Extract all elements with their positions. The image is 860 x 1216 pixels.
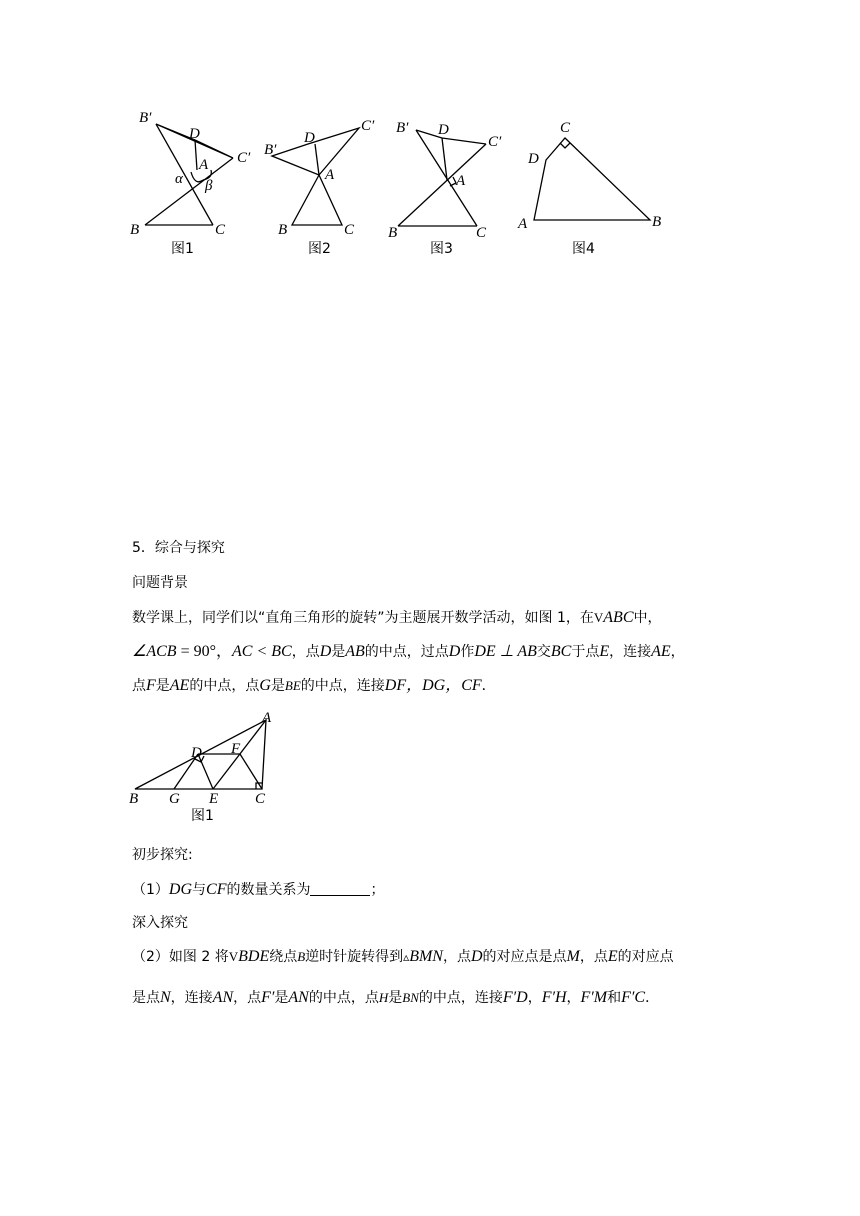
figure-4 — [510, 100, 680, 260]
label-bprime: B′ — [264, 142, 277, 158]
figure-problem5 — [125, 708, 285, 828]
initial-heading: 初步探究: — [132, 847, 193, 863]
label-e: E — [209, 791, 219, 807]
label-d: D — [438, 122, 449, 138]
problem-line-1: 数学课上，同学们以“直角三角形的旋转”为主题展开数学活动，如图 1，在VABC中， — [132, 609, 662, 626]
caption-fig4: 图4 — [572, 241, 595, 257]
label-f: F — [231, 741, 241, 757]
question-2-line-1: （2）如图 2 将VBDE绕点B逆时针旋转得到▵BMN，点D的对应点是点M，点E的对应点 — [132, 948, 674, 965]
label-beta: β — [205, 178, 213, 194]
label-bprime: B′ — [139, 110, 152, 126]
label-c: C — [476, 225, 487, 241]
problem-line-3: 点F是AE的中点，点G是BE的中点，连接DF，DG，CF． — [132, 677, 496, 694]
figure-1 — [125, 100, 265, 260]
label-d: D — [528, 151, 539, 167]
label-a: A — [325, 167, 335, 183]
label-d: D — [304, 130, 315, 146]
label-c: C — [560, 120, 571, 136]
caption-fig3: 图3 — [430, 241, 453, 257]
label-b: B — [388, 225, 398, 241]
quadrilateral-abcd — [534, 138, 650, 220]
label-c: C — [255, 791, 266, 807]
label-b: B — [652, 214, 662, 230]
label-b: B — [278, 222, 288, 238]
right-angle-mark — [560, 143, 570, 148]
label-cprime: C′ — [361, 118, 375, 134]
triangle-lower — [292, 175, 342, 225]
label-a: A — [262, 710, 272, 726]
caption-fig2: 图2 — [308, 241, 331, 257]
label-c: C — [344, 222, 355, 238]
label-g: G — [169, 791, 180, 807]
segment-d-a — [195, 140, 197, 170]
figure-3 — [380, 100, 520, 260]
question-2-line-2: 是点N，连接AN，点F′是AN的中点，点H是BN的中点，连接F′D，F′H，F′M和F′C． — [132, 989, 660, 1006]
caption-problem5-fig1: 图1 — [191, 808, 214, 824]
label-alpha: α — [175, 171, 183, 187]
angle-alpha-arc — [191, 172, 203, 182]
segment-f-c — [240, 754, 262, 789]
label-d: D — [191, 745, 202, 761]
label-b: B — [129, 791, 139, 807]
caption-fig1: 图1 — [171, 241, 194, 257]
problem-line-2: ∠ACB = 90°，AC < BC，点D是AB的中点，过点D作DE ⊥ AB交BC于点E，连接AE， — [132, 643, 685, 660]
label-a: A — [518, 216, 528, 232]
label-d: D — [189, 126, 200, 142]
label-bprime: B′ — [396, 120, 409, 136]
answer-blank[interactable] — [310, 881, 370, 896]
segment-cprime-b — [398, 144, 486, 226]
label-cprime: C′ — [488, 134, 502, 150]
segment-d-cprime — [442, 138, 486, 144]
figure-2 — [262, 100, 392, 260]
question-1: （1）DG与CF的数量关系为 ； — [132, 881, 385, 898]
segment-d-a — [315, 144, 319, 175]
label-a: A — [199, 157, 209, 173]
deep-heading: 深入探究 — [132, 915, 188, 931]
label-c: C — [215, 222, 226, 238]
label-b: B — [130, 222, 140, 238]
background-heading: 问题背景 — [132, 575, 188, 591]
label-cprime: C′ — [237, 150, 251, 166]
label-a: A — [456, 173, 466, 189]
segment-cprime-b — [145, 158, 233, 225]
problem-title: 5．综合与探究 — [132, 540, 225, 556]
